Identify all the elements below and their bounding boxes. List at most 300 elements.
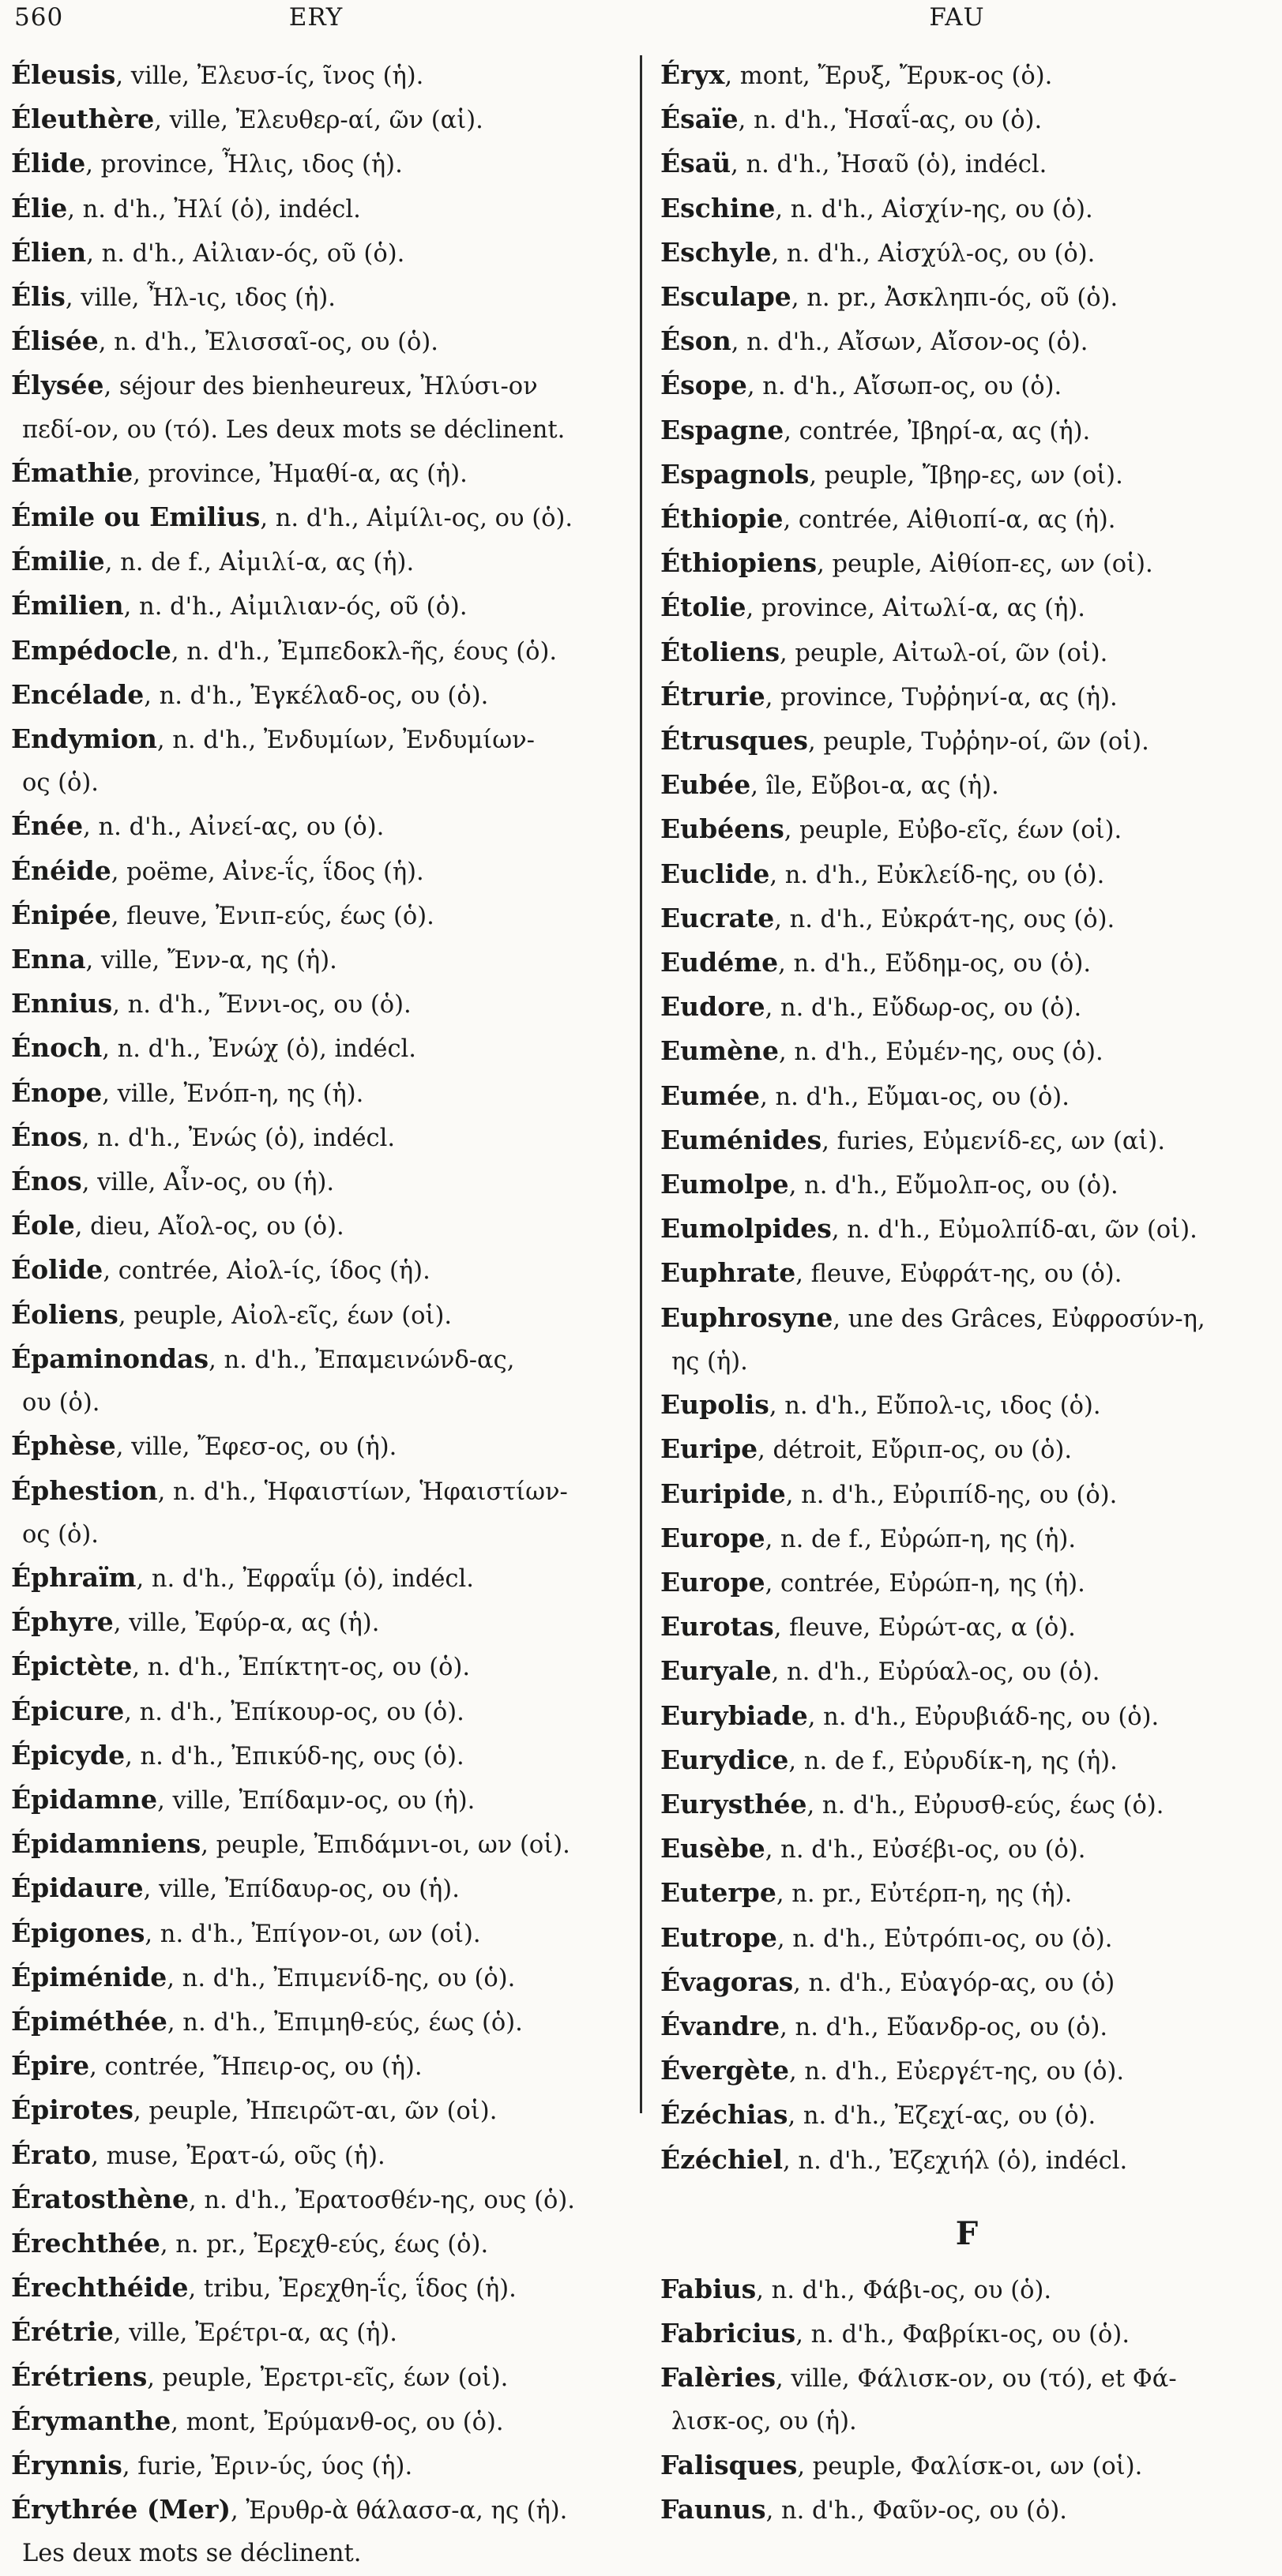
entry-text: , île, Εὔβοι-α, ας (ἡ). <box>750 772 999 801</box>
entry-text: , province, Ἠμαθί-α, ας (ἡ). <box>133 460 468 488</box>
entry-text: , n. d'h., Αἰλιαν-ός, οῦ (ὁ). <box>86 239 405 268</box>
entry-text: , n. pr., Ἀσκληπι-ός, οῦ (ὁ). <box>791 284 1118 313</box>
headword: Fabius <box>660 2273 757 2304</box>
dictionary-entry <box>660 1075 1273 1119</box>
entry-text: , n. d'h., Φαῦν-ος, ου (ὁ). <box>765 2496 1067 2525</box>
headword: Érato <box>11 2139 92 2170</box>
headword: Eschyle <box>660 236 772 268</box>
headword: Empédocle <box>11 634 171 666</box>
dictionary-entry <box>660 1297 1273 1341</box>
dictionary-entry <box>660 542 1273 586</box>
dictionary-entry <box>660 1605 1273 1650</box>
headword: Étrusques <box>660 725 808 757</box>
headword: Érymanthe <box>11 2405 171 2436</box>
headword: Épirotes <box>11 2094 133 2126</box>
dictionary-entry <box>11 98 627 142</box>
entry-text: , tribu, Ἐρεχθη-ΐς, ΐδος (ἡ). <box>188 2275 517 2304</box>
dictionary-entry <box>660 1163 1273 1207</box>
entry-text: , n. d'h., Εὐκλείδ-ης, ου (ὁ). <box>769 861 1105 889</box>
entry-text: πεδί-ον, ου (τό). Les deux mots se déclinent. <box>22 415 566 444</box>
dictionary-entry <box>11 584 627 629</box>
headword: Ézéchiel <box>660 2143 784 2175</box>
headword: Enna <box>11 944 86 975</box>
headword: Eucrate <box>660 902 775 933</box>
dictionary-entry <box>660 1428 1273 1472</box>
running-header <box>0 0 1282 32</box>
headword: Éryx <box>660 59 725 90</box>
dictionary-entry <box>660 853 1273 897</box>
headword: Érynnis <box>11 2449 122 2480</box>
dictionary-entry <box>11 2000 627 2045</box>
dictionary-entry <box>660 142 1273 186</box>
headword: Éphèse <box>11 1430 116 1462</box>
entry-text: , une des Grâces, Εὐφροσύν-η, <box>833 1305 1205 1333</box>
dictionary-entry <box>11 276 627 320</box>
dictionary-entry <box>11 1734 627 1778</box>
headword: Élisée <box>11 325 99 357</box>
dictionary-entry <box>660 808 1273 852</box>
headword: Euclide <box>660 858 770 889</box>
headword: Eurybiade <box>660 1699 808 1731</box>
dictionary-entry <box>660 187 1273 231</box>
entry-text: , n. d'h., Αἰσχίν-ης, ου (ὁ). <box>775 195 1093 223</box>
headword: Élie <box>11 192 68 223</box>
entries-e <box>660 54 1273 2183</box>
dictionary-entry <box>11 2266 627 2311</box>
entry-text: , n. pr., Ἐρεχθ-εύς, έως (ὁ). <box>160 2230 489 2259</box>
dictionary-entry <box>660 1207 1273 1252</box>
headword: Eumolpe <box>660 1169 789 1200</box>
headword: Euripe <box>660 1433 758 1465</box>
dictionary-entry <box>11 2356 627 2400</box>
entry-text: , n. d'h., Εὐμέν-ης, ους (ὁ). <box>779 1038 1103 1067</box>
dictionary-entry <box>11 1116 627 1160</box>
dictionary-entry <box>11 2045 627 2089</box>
headword: Ésope <box>660 370 747 401</box>
guide-word-left: ERY <box>288 3 344 32</box>
dictionary-entry <box>660 2139 1273 2183</box>
dictionary-entry <box>660 1561 1273 1605</box>
headword: Élis <box>11 281 66 313</box>
headword: Érechthéide <box>11 2272 189 2304</box>
entry-text: , n. d'h., Εὐμολπίδ-αι, ῶν (οἱ). <box>831 1216 1197 1245</box>
headword: Émilie <box>11 546 105 577</box>
entry-text: , n. d'h., Εὐαγόρ-ας, ου (ὁ) <box>793 1969 1115 1997</box>
headword: Eumée <box>660 1080 761 1111</box>
entry-text: , n. d'h., Εὐκράτ-ης, ους (ὁ). <box>774 905 1115 933</box>
dictionary-entry <box>11 850 627 894</box>
headword: Eutrope <box>660 1921 777 1953</box>
entry-text: , ville, Ἐρέτρι-α, ας (ἡ). <box>113 2319 397 2348</box>
dictionary-entry <box>11 1956 627 2000</box>
dictionary-entry <box>11 187 627 231</box>
headword: Éleuthère <box>11 103 155 135</box>
entry-text: , n. d'h., Εὔμαι-ος, ου (ὁ). <box>760 1083 1070 1111</box>
entry-text: , poëme, Αἰνε-ΐς, ΐδος (ἡ). <box>111 858 424 886</box>
dictionary-entry <box>11 1912 627 1956</box>
headword: Faunus <box>660 2493 766 2525</box>
headword: Épigones <box>11 1917 145 1948</box>
entry-text: , n. d'h., Ἠλί (ὁ), indécl. <box>67 195 361 223</box>
dictionary-entry <box>11 2488 627 2533</box>
entry-continuation <box>11 762 627 805</box>
headword: Eumène <box>660 1035 780 1067</box>
headword: Eubée <box>660 769 751 801</box>
section-letter: F <box>955 2214 979 2252</box>
entry-text: λισκ-ος, ου (ἡ). <box>671 2408 857 2436</box>
dictionary-entry <box>660 1650 1273 1694</box>
dictionary-entry <box>11 496 627 540</box>
headword: Éole <box>11 1210 75 1241</box>
dictionary-entry <box>660 1384 1273 1428</box>
headword: Fabricius <box>660 2317 796 2349</box>
entry-text: , n. d'h., Ἐπιμενίδ-ης, ου (ὁ). <box>167 1964 516 1992</box>
dictionary-entry <box>660 2356 1273 2401</box>
entry-text: , peuple, Αἰολ-εῖς, έων (οἱ). <box>118 1301 453 1330</box>
entry-text: , ville, Ἐφύρ-α, ας (ἡ). <box>113 1609 380 1638</box>
entry-text: , province, Ἦλις, ιδος (ἡ). <box>85 151 403 179</box>
right-column <box>660 54 1273 2533</box>
headword: Eurydice <box>660 1744 789 1775</box>
entry-text: , ville, Ἐπίδαμν-ος, ου (ἡ). <box>157 1786 476 1815</box>
entry-text: ου (ὁ). <box>22 1389 100 1418</box>
headword: Érechthée <box>11 2227 160 2259</box>
entry-text: , mont, Ἔρυξ, Ἔρυκ-ος (ὁ). <box>724 62 1053 90</box>
entry-text: , peuple, Αἰτωλ-οί, ῶν (οἱ). <box>780 639 1108 667</box>
entry-text: , n. d'h., Ἐπίκουρ-ος, ου (ὁ). <box>124 1698 464 1726</box>
entry-text: , dieu, Αἴολ-ος, ου (ὁ). <box>74 1213 344 1241</box>
entry-text: , détroit, Εὔριπ-ος, ου (ὁ). <box>758 1436 1073 1465</box>
headword: Éson <box>660 325 731 357</box>
entry-text: , furies, Εὐμενίδ-ες, ων (αἱ). <box>821 1127 1166 1155</box>
headword: Falisques <box>660 2449 798 2480</box>
dictionary-entry <box>660 2268 1273 2312</box>
headword: Eusèbe <box>660 1833 765 1864</box>
entry-text: , muse, Ἐρατ-ώ, οῦς (ἡ). <box>91 2142 385 2170</box>
dictionary-entry <box>660 364 1273 408</box>
entry-text: , peuple, Τυῤῥην-οί, ῶν (οἱ). <box>808 728 1149 757</box>
dictionary-entry <box>11 142 627 186</box>
entry-text: , n. d'h., Ἐπικύδ-ης, ους (ὁ). <box>125 1742 464 1771</box>
dictionary-entry <box>660 231 1273 276</box>
entry-text: , n. d'h., Εὔδωρ-ος, ου (ὁ). <box>765 994 1082 1023</box>
headword: Émile ou Emilius <box>11 501 261 533</box>
dictionary-entry <box>660 1119 1273 1163</box>
headword: Endymion <box>11 723 157 755</box>
dictionary-entry <box>660 631 1273 675</box>
headword: Éphyre <box>11 1606 114 1638</box>
headword: Énéide <box>11 854 111 886</box>
dictionary-entry <box>11 2178 627 2222</box>
headword: Eupolis <box>660 1389 769 1421</box>
headword: Éoliens <box>11 1298 118 1330</box>
dictionary-entry <box>11 2400 627 2444</box>
headword: Étrurie <box>660 680 765 712</box>
entry-text: , peuple, Αἰθίοπ-ες, ων (οἱ). <box>817 550 1153 579</box>
entry-text: , n. d'h., Εὐρυβιάδ-ης, ου (ὁ). <box>807 1703 1160 1731</box>
headword: Épidamne <box>11 1783 158 1815</box>
dictionary-entry <box>11 2222 627 2266</box>
headword: Érythrée (Mer) <box>11 2494 231 2525</box>
headword: Étoliens <box>660 636 780 667</box>
dictionary-entry <box>660 2005 1273 2049</box>
headword: Ératosthène <box>11 2183 189 2214</box>
entry-text: , n. d'h., Ἠσαῦ (ὁ), indécl. <box>731 151 1047 179</box>
entry-continuation <box>11 1514 627 1556</box>
dictionary-entry <box>11 629 627 674</box>
entry-text: , n. d'h., Ἐνώς (ὁ), indécl. <box>81 1124 396 1152</box>
headword: Évandre <box>660 2010 780 2041</box>
entry-text: , n. d'h., Ἐζεχιήλ (ὁ), indécl. <box>783 2146 1128 2175</box>
headword: Esculape <box>660 281 791 313</box>
dictionary-entry <box>660 1961 1273 2005</box>
headword: Épaminondas <box>11 1342 209 1374</box>
headword: Élide <box>11 148 86 179</box>
headword: Europe <box>660 1522 765 1553</box>
dictionary-entry <box>660 1473 1273 1517</box>
dictionary-entry <box>660 764 1273 808</box>
entry-text: , ville, Ἐνόπ-η, ης (ἡ). <box>102 1080 364 1108</box>
entry-continuation <box>11 1382 627 1425</box>
headword: Encélade <box>11 678 145 710</box>
headword: Eumolpides <box>660 1213 832 1245</box>
entry-text: , n. d'h., Ἡφαιστίων, Ἡφαιστίων- <box>157 1478 568 1506</box>
entries-f <box>660 2268 1273 2533</box>
entry-text: , contrée, Ἰβηρί-α, ας (ἡ). <box>784 417 1091 445</box>
dictionary-entry <box>660 2049 1273 2093</box>
dictionary-entry <box>660 941 1273 986</box>
dictionary-entry <box>660 719 1273 764</box>
dictionary-entry <box>11 674 627 718</box>
left-column <box>11 54 627 2576</box>
dictionary-entry <box>660 1827 1273 1872</box>
entry-text: , contrée, Αἰθιοπί-α, ας (ἡ). <box>783 506 1116 535</box>
entry-text: , n. d'h., Ἐπίγον-οι, ων (οἱ). <box>145 1920 481 1948</box>
dictionary-entry <box>660 1517 1273 1561</box>
dictionary-entry <box>11 54 627 98</box>
entry-text: , peuple, Ἐρετρι-εῖς, έων (οἱ). <box>147 2364 509 2392</box>
dictionary-entry <box>660 1739 1273 1783</box>
headword: Épiméthée <box>11 2005 167 2037</box>
dictionary-entry <box>11 894 627 938</box>
entry-text: , n. d'h., Εὔδημ-ος, ου (ὁ). <box>778 950 1092 978</box>
dictionary-entry <box>11 1204 627 1249</box>
dictionary-entry <box>660 1030 1273 1074</box>
dictionary-entry <box>11 1867 627 1911</box>
headword: Énos <box>11 1121 82 1152</box>
entry-text: , n. d'h., Ἐπιμηθ-εύς, έως (ὁ). <box>167 2008 523 2037</box>
entry-text: , n. d'h., Αἰμιλιαν-ός, οῦ (ὁ). <box>123 593 468 621</box>
headword: Eurysthée <box>660 1788 807 1819</box>
entry-text: , n. d'h., Ἐγκέλαδ-ος, ου (ὁ). <box>144 682 489 710</box>
entry-text: , n. d'h., Εὔανδρ-ος, ου (ὁ). <box>780 2013 1108 2041</box>
entry-text: , ville, Ἐλευσ-ίς, ῖνος (ἡ). <box>115 62 424 90</box>
headword: Érétriens <box>11 2360 148 2392</box>
dictionary-entry <box>660 98 1273 142</box>
dictionary-entry <box>660 498 1273 542</box>
entry-text: ης (ἡ). <box>671 1347 748 1376</box>
dictionary-entry <box>11 2444 627 2488</box>
dictionary-entry <box>11 805 627 849</box>
dictionary-entry <box>11 231 627 276</box>
headword: Énipée <box>11 899 111 930</box>
dictionary-entry <box>660 1917 1273 1961</box>
entry-text: , fleuve, Εὐφράτ-ης, ου (ὁ). <box>795 1260 1122 1289</box>
dictionary-entry <box>11 364 627 408</box>
entry-text: , n. d'h., Εὐσέβι-ος, ου (ὁ). <box>765 1836 1086 1864</box>
dictionary-entry <box>660 675 1273 719</box>
dictionary-entry <box>11 2089 627 2133</box>
entry-text: , n. d'h., Εὐεργέτ-ης, ου (ὁ). <box>789 2058 1125 2086</box>
headword: Érétrie <box>11 2316 114 2348</box>
entry-text: , peuple, Φαλίσκ-οι, ων (οἱ). <box>797 2452 1143 2480</box>
entry-text: , n. d'h., Εὔμολπ-ος, ου (ὁ). <box>788 1172 1118 1200</box>
headword: Épidaure <box>11 1872 144 1904</box>
headword: Euphrate <box>660 1257 796 1289</box>
entry-text: , peuple, Ἴβηρ-ες, ων (οἱ). <box>809 461 1123 490</box>
dictionary-entry <box>11 1778 627 1823</box>
headword: Espagne <box>660 414 784 445</box>
entry-text: Les deux mots se déclinent. <box>22 2540 362 2568</box>
dictionary-entry <box>11 1294 627 1338</box>
headword: Ésaü <box>660 148 731 179</box>
dictionary-entry <box>11 1072 627 1116</box>
dictionary-entry <box>11 1027 627 1071</box>
dictionary-entry <box>11 1470 627 1514</box>
entry-text: , province, Αἰτωλί-α, ας (ἡ). <box>746 595 1085 623</box>
headword: Falèries <box>660 2362 776 2394</box>
dictionary-entry <box>11 1690 627 1734</box>
entry-text: , n. d'h., Εὐτρόπι-ος, ου (ὁ). <box>776 1924 1113 1953</box>
entry-text: , contrée, Ἤπειρ-ος, ου (ἡ). <box>89 2053 423 2082</box>
dictionary-entry <box>11 1601 627 1645</box>
dictionary-entry <box>11 2311 627 2355</box>
entry-text: , n. d'h., Ἐφραΐμ (ὁ), indécl. <box>136 1564 474 1593</box>
entry-text: , n. d'h., Ἐνδυμίων, Ἐνδυμίων- <box>156 727 535 755</box>
headword: Espagnols <box>660 458 810 490</box>
headword: Ézéchias <box>660 2099 788 2131</box>
headword: Éthiopie <box>660 503 784 535</box>
headword: Émathie <box>11 456 133 488</box>
entry-continuation <box>11 2533 627 2575</box>
dictionary-entry <box>11 1425 627 1469</box>
headword: Épictète <box>11 1650 133 1682</box>
headword: Eurotas <box>660 1611 774 1643</box>
dictionary-entry <box>660 586 1273 630</box>
entry-text: , n. d'h., Ἐλισσαῖ-ος, ου (ὁ). <box>98 329 438 357</box>
entry-text: , furie, Ἐριν-ύς, ύος (ἡ). <box>122 2452 413 2480</box>
headword: Énos <box>11 1166 82 1197</box>
entry-text: , n. d'h., Ἐρατοσθέν-ης, ους (ὁ). <box>188 2186 575 2214</box>
dictionary-entry <box>11 452 627 496</box>
headword: Eudore <box>660 991 765 1023</box>
entry-text: , n. d'h., Εὐριπίδ-ης, ου (ὁ). <box>785 1481 1118 1509</box>
entry-text: , ville, Αἶν-ος, ου (ἡ). <box>81 1169 335 1197</box>
headword: Ennius <box>11 988 113 1020</box>
entry-text: , ville, Ἔνν-α, ης (ἡ). <box>85 947 337 975</box>
headword: Énoch <box>11 1032 103 1064</box>
headword: Éphestion <box>11 1474 158 1506</box>
headword: Évergète <box>660 2055 790 2086</box>
headword: Eubéens <box>660 813 784 845</box>
entry-text: , ville, Ἦλ-ις, ιδος (ἡ). <box>65 284 336 313</box>
headword: Étolie <box>660 591 746 623</box>
entry-continuation <box>660 2401 1273 2443</box>
headword: Épiménide <box>11 1961 167 1992</box>
headword: Épicyde <box>11 1739 126 1771</box>
entry-text: , ville, Φάλισκ-ον, ου (τό), et Φά- <box>776 2365 1177 2394</box>
entry-text: , province, Τυῤῥηνί-α, ας (ἡ). <box>765 683 1118 712</box>
page-number: 560 <box>14 3 64 32</box>
headword: Émilien <box>11 590 124 621</box>
headword: Énope <box>11 1076 103 1108</box>
entry-text: , peuple, Ἐπιδάμνι-οι, ων (οἱ). <box>201 1831 570 1860</box>
entry-text: , n. d'h., Αἰσχύλ-ος, ου (ὁ). <box>771 239 1096 268</box>
dictionary-entry <box>11 1823 627 1867</box>
dictionary-entry <box>660 1783 1273 1827</box>
dictionary-entry <box>660 320 1273 364</box>
entry-text: , mont, Ἐρύμανθ-ος, ου (ὁ). <box>171 2408 504 2436</box>
entry-text: , peuple, Εὐβο-εῖς, έων (οἱ). <box>784 817 1122 845</box>
entry-continuation <box>660 1341 1273 1384</box>
dictionary-entry <box>660 1252 1273 1296</box>
entry-text: , n. d'h., Φάβι-ος, ου (ὁ). <box>756 2276 1052 2304</box>
dictionary-entry <box>11 938 627 982</box>
entry-text: , n. pr., Εὐτέρπ-η, ης (ἡ). <box>776 1880 1073 1909</box>
column-rule <box>640 55 642 2113</box>
headword: Épire <box>11 2050 90 2082</box>
entry-text: , n. d'h., Εὐρυσθ-εύς, έως (ὁ). <box>806 1791 1164 1819</box>
entry-text: , fleuve, Εὐρώτ-ας, α (ὁ). <box>773 1614 1076 1643</box>
dictionary-entry <box>11 1160 627 1204</box>
headword: Éolide <box>11 1254 103 1286</box>
headword: Élysée <box>11 370 104 401</box>
entry-text: , fleuve, Ἐνιπ-εύς, έως (ὁ). <box>111 902 434 930</box>
entry-text: , n. d'h., Ἔννι-ος, ου (ὁ). <box>112 991 412 1020</box>
dictionary-entry <box>660 54 1273 98</box>
headword: Eudéme <box>660 947 779 978</box>
dictionary-entry <box>11 540 627 584</box>
entry-text: , ville, Ἐλευθερ-αί, ῶν (αἱ). <box>154 107 483 135</box>
entry-text: , ville, Ἔφεσ-ος, ου (ἡ). <box>115 1433 397 1462</box>
headword: Euryale <box>660 1655 772 1687</box>
guide-word-right: FAU <box>929 3 985 32</box>
headword: Ésaïe <box>660 103 739 135</box>
entry-text: , n. d'h., Εὔπολ-ις, ιδος (ὁ). <box>769 1392 1101 1421</box>
dictionary-entry <box>11 2134 627 2178</box>
entry-text: , ville, Ἐπίδαυρ-ος, ου (ἡ). <box>143 1876 460 1904</box>
dictionary-entry <box>660 2444 1273 2488</box>
dictionary-entry <box>660 1695 1273 1739</box>
dictionary-entry <box>11 1556 627 1601</box>
entry-text: , n. de f., Εὐρυδίκ-η, ης (ἡ). <box>788 1747 1118 1775</box>
entry-text: , n. d'h., Εὐρύαλ-ος, ου (ὁ). <box>771 1658 1100 1687</box>
dictionary-entry <box>11 320 627 364</box>
entry-text: , n. d'h., Ἐζεχί-ας, ου (ὁ). <box>788 2102 1096 2131</box>
dictionary-entry <box>660 2488 1273 2533</box>
headword: Élien <box>11 236 87 268</box>
entry-text: ος (ὁ). <box>22 769 99 798</box>
headword: Euterpe <box>660 1877 776 1909</box>
dictionary-entry <box>660 2093 1273 2138</box>
dictionary-entry <box>11 982 627 1027</box>
dictionary-entry <box>660 409 1273 453</box>
headword: Éleusis <box>11 59 116 90</box>
dictionary-entry <box>660 453 1273 498</box>
entry-continuation <box>11 409 627 452</box>
dictionary-entry <box>660 1872 1273 1916</box>
headword: Épicure <box>11 1695 125 1726</box>
